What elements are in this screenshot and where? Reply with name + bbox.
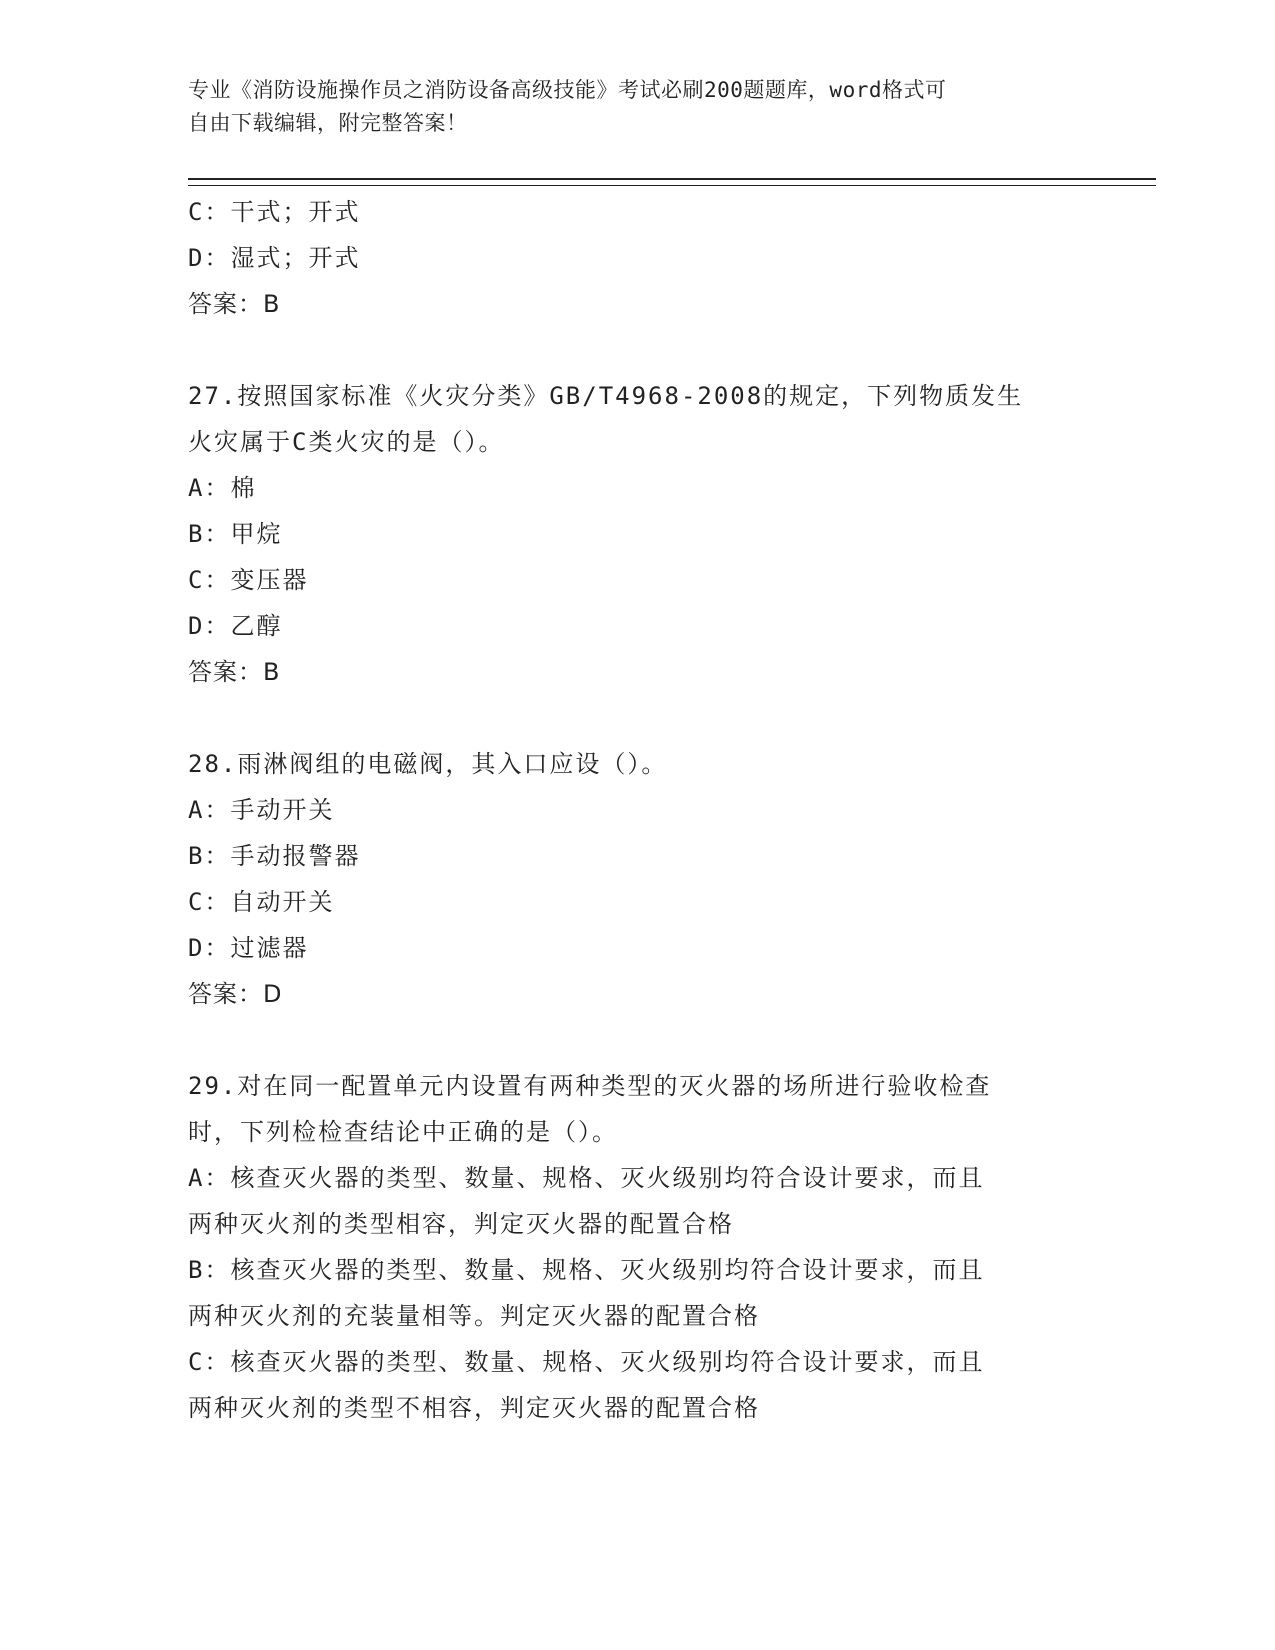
- option-a: A：棉: [188, 474, 257, 502]
- answer: 答案：B: [188, 290, 281, 318]
- option-b: B：核查灭火器的类型、数量、规格、灭火级别均符合设计要求，而且: [188, 1256, 985, 1284]
- header-line-1: 专业《消防设施操作员之消防设备高级技能》考试必刷200题题库，word格式可: [188, 78, 947, 102]
- option-b-continued: 两种灭火剂的充装量相等。判定灭火器的配置合格: [188, 1302, 760, 1330]
- header-line-2: 自由下载编辑，附完整答案！: [188, 111, 468, 135]
- option-a: A：核查灭火器的类型、数量、规格、灭火级别均符合设计要求，而且: [188, 1164, 985, 1192]
- question-29: [188, 1063, 1088, 1431]
- spacer: [188, 695, 1088, 741]
- spacer: [188, 327, 1088, 373]
- option-b: B：手动报警器: [188, 842, 361, 870]
- answer: 答案：B: [188, 658, 281, 686]
- document-body: [188, 189, 1088, 1431]
- option-c: C：干式；开式: [188, 198, 361, 226]
- page-header: [188, 74, 1068, 140]
- option-a: A：手动开关: [188, 796, 335, 824]
- question-stem: 29.对在同一配置单元内设置有两种类型的灭火器的场所进行验收检查: [188, 1072, 992, 1100]
- question-stem: 时，下列检检查结论中正确的是（）。: [188, 1118, 618, 1146]
- question-stem: 28.雨淋阀组的电磁阀，其入口应设（）。: [188, 750, 668, 778]
- option-d: D：过滤器: [188, 934, 309, 962]
- answer: 答案：D: [188, 980, 283, 1008]
- question-stem: 火灾属于C类火灾的是（）。: [188, 428, 505, 456]
- option-c: C：变压器: [188, 566, 309, 594]
- question-stem: 27.按照国家标准《火灾分类》GB/T4968-2008的规定，下列物质发生: [188, 382, 1024, 410]
- option-c: C：自动开关: [188, 888, 335, 916]
- option-a-continued: 两种灭火剂的类型相容，判定灭火器的配置合格: [188, 1210, 734, 1238]
- question-28: [188, 741, 1088, 1017]
- option-d: D：湿式；开式: [188, 244, 361, 272]
- spacer: [188, 1017, 1088, 1063]
- option-b: B：甲烷: [188, 520, 283, 548]
- option-c: C：核查灭火器的类型、数量、规格、灭火级别均符合设计要求，而且: [188, 1348, 985, 1376]
- option-c-continued: 两种灭火剂的类型不相容，判定灭火器的配置合格: [188, 1394, 760, 1422]
- question-26-tail: [188, 189, 1088, 327]
- question-27: [188, 373, 1088, 695]
- option-d: D：乙醇: [188, 612, 283, 640]
- header-divider: [188, 178, 1156, 186]
